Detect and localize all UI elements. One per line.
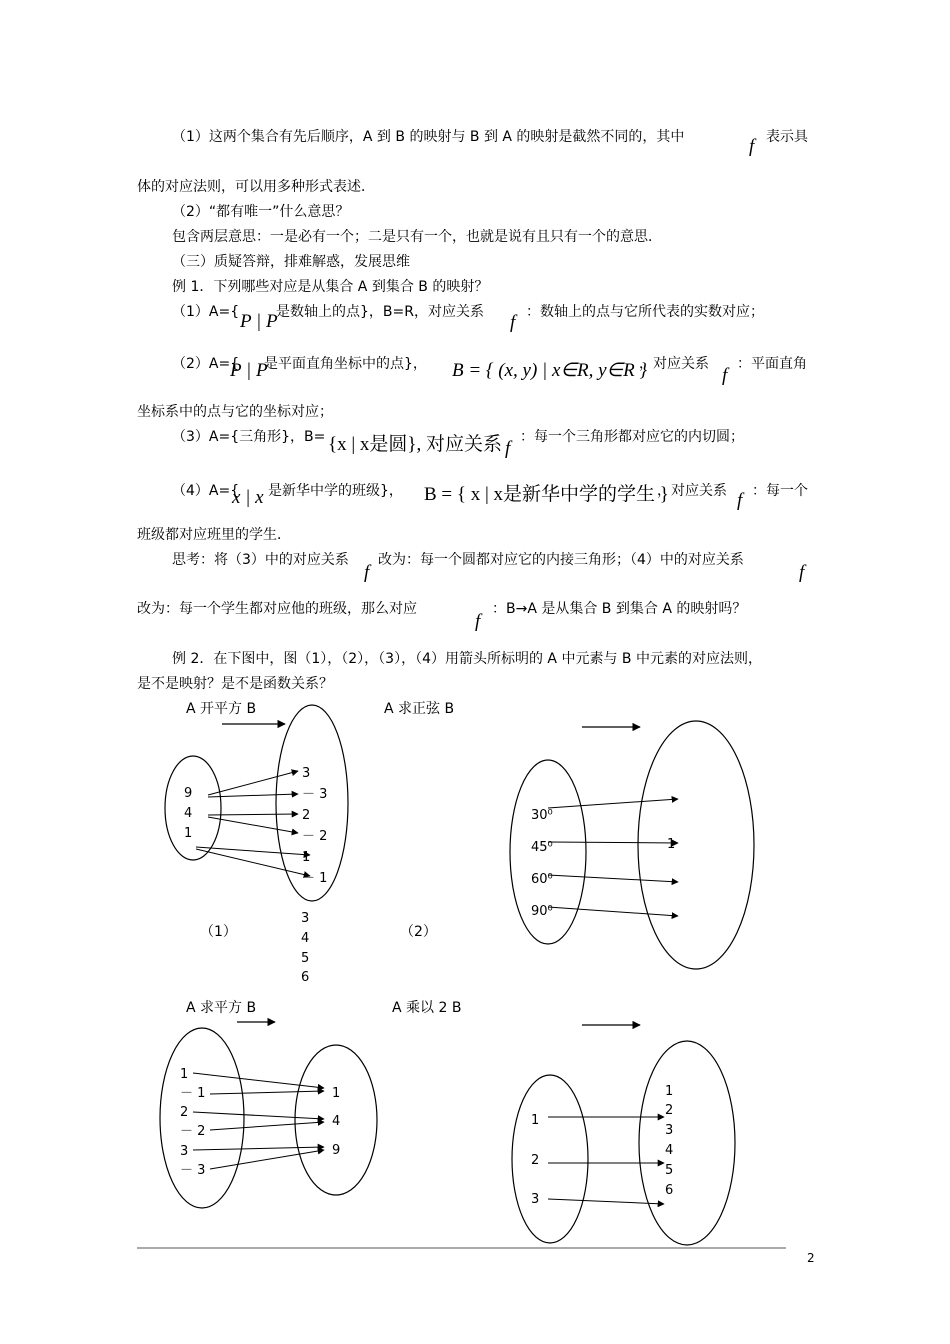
diagram-3-set-A	[160, 1028, 244, 1208]
diagram-1-b-element: － 2	[302, 829, 328, 844]
note-1-text: （1）这两个集合有先后顺序，A 到 B 的映射与 B 到 A 的映射是截然不同的，其中	[172, 129, 685, 145]
item-4-set-B: B = { x | x是新华中学的学生 }	[424, 484, 669, 505]
diagram-3-b-element: 4	[332, 1114, 341, 1129]
item-4-continuation: 班级都对应班里的学生．	[137, 527, 291, 543]
diagram-2-a-element: 30⁰	[531, 808, 553, 823]
diagram-2-a-element: 45⁰	[531, 840, 553, 855]
math-f: f	[475, 611, 481, 632]
diagram-3-b-element: 9	[332, 1143, 341, 1158]
diagram-4-a-element: 2	[531, 1153, 540, 1168]
diagram-4-set-B	[639, 1041, 735, 1245]
math-f: f	[737, 490, 743, 511]
diagram-4-b-element: 2	[665, 1103, 674, 1118]
diagram-3-a-element: － 1	[180, 1086, 206, 1101]
diagram-4-double	[392, 1000, 735, 1245]
diagram-4-a-element: 1	[531, 1113, 540, 1128]
think-text-4: ：B→A 是从集合 B 到集合 A 的映射吗？	[492, 601, 747, 617]
example-2-title-continuation: 是不是映射？是不是函数关系？	[137, 676, 333, 692]
stray-number-column	[301, 911, 309, 985]
diagram-3-a-element: － 3	[180, 1163, 206, 1178]
diagram-2-sine	[384, 700, 754, 969]
diagram-3-a-element: 1	[180, 1067, 189, 1082]
item-2-continuation: 坐标系中的点与它的坐标对应；	[137, 404, 333, 420]
item-1-text: 是数轴上的点}，B=R，对应关系	[276, 304, 484, 320]
example-1-title: 例 1．下列哪些对应是从集合 A 到集合 B 的映射？	[172, 279, 489, 295]
item-1-set-notation: P | P	[240, 311, 278, 332]
diagram-4-b-element: 1	[665, 1084, 674, 1099]
diagram-2-set-B	[638, 721, 754, 969]
diagram-1-square-root	[165, 701, 348, 940]
diagram-4-set-A	[512, 1075, 588, 1243]
item-3-set-notation: {x | x是圆}, 对应关系	[328, 434, 503, 455]
math-f: f	[799, 562, 805, 583]
item-2-prefix: （2）A={	[172, 356, 240, 372]
think-text: 思考：将（3）中的对应关系	[172, 552, 349, 568]
math-f: f	[510, 312, 516, 333]
math-f: f	[505, 438, 511, 459]
note-2-question: （2）“都有唯一”什么意思？	[172, 204, 350, 220]
stray-number: 4	[301, 931, 310, 946]
stray-number: 3	[301, 911, 310, 926]
diagram-3-header: A 求平方 B	[186, 1000, 257, 1016]
diagram-2-b-element: 1	[667, 837, 676, 852]
note-1-text-end: 表示具	[766, 129, 808, 145]
page-number: 2	[807, 1251, 815, 1265]
diagram-4-header: A 乘以 2 B	[392, 1000, 462, 1016]
diagram-2-a-element: 90⁰	[531, 904, 553, 919]
diagram-1-b-element: 1	[302, 850, 311, 865]
diagram-1-a-element: 1	[184, 826, 193, 841]
diagram-1-set-A	[165, 756, 221, 860]
diagram-3-square	[160, 999, 377, 1208]
diagram-1-header: A 开平方 B	[186, 701, 257, 717]
think-text-3: 改为：每一个学生都对应他的班级，那么对应	[137, 601, 417, 617]
note-2-answer: 包含两层意思：一是必有一个；二是只有一个，也就是说有且只有一个的意思．	[172, 229, 662, 245]
item-4-set-notation: x | x	[232, 487, 264, 508]
stray-number: 5	[301, 951, 310, 966]
example-2-title: 例 2．在下图中，图（1），（2），（3），（4）用箭头所标明的 A 中元素与 B 中元素的对应法则，	[172, 651, 762, 667]
diagram-4-b-element: 4	[665, 1143, 674, 1158]
diagram-1-a-element: 9	[184, 786, 193, 801]
diagram-4-b-element: 6	[665, 1183, 674, 1198]
item-2-set-B: B = { (x, y) | x∈R, y∈R }	[452, 360, 648, 381]
item-4-relation: ：每一个	[752, 483, 808, 499]
item-1-relation: ：数轴上的点与它所代表的实数对应；	[526, 304, 764, 320]
diagram-3-a-element: － 2	[180, 1124, 206, 1139]
diagram-1-caption: （1）	[200, 924, 237, 940]
item-4-prefix: （4）A={	[172, 483, 240, 499]
diagram-4-b-element: 5	[665, 1163, 674, 1178]
item-4-relation-label: ，对应关系	[657, 483, 727, 499]
diagram-1-b-element: － 3	[302, 787, 328, 802]
diagram-4-a-element: 3	[531, 1192, 540, 1207]
diagram-3-b-element: 1	[332, 1086, 341, 1101]
math-f: f	[749, 136, 755, 157]
diagram-2-caption: （2）	[400, 924, 437, 940]
item-4-text: 是新华中学的班级}，	[268, 483, 403, 499]
think-text-2: 改为：每一个圆都对应它的内接三角形；（4）中的对应关系	[378, 552, 744, 568]
item-3-relation: ：每一个三角形都对应它的内切圆；	[520, 429, 744, 445]
item-3-prefix: （3）A={三角形}，B=	[172, 429, 326, 445]
diagram-3-a-element: 3	[180, 1144, 189, 1159]
item-2-relation-label: ，对应关系	[639, 356, 709, 372]
diagram-4-b-element: 3	[665, 1123, 674, 1138]
diagram-1-b-element: － 1	[302, 871, 328, 886]
diagram-2-a-element: 60⁰	[531, 872, 553, 887]
diagram-1-b-element: 2	[302, 808, 311, 823]
item-2-relation: ：平面直角	[737, 356, 807, 372]
section-heading: （三）质疑答辩，排难解惑，发展思维	[172, 254, 410, 270]
note-1-continuation: 体的对应法则，可以用多种形式表述．	[137, 179, 375, 195]
math-f: f	[364, 562, 370, 583]
item-1-prefix: （1）A={	[172, 304, 240, 320]
diagram-3-a-element: 2	[180, 1105, 189, 1120]
math-f: f	[722, 365, 728, 386]
stray-number: 6	[301, 970, 310, 985]
diagram-1-a-element: 4	[184, 806, 193, 821]
diagram-1-b-element: 3	[302, 766, 311, 781]
item-2-set-notation: P | P	[230, 360, 268, 381]
diagram-2-header: A 求正弦 B	[384, 701, 455, 717]
item-2-text: 是平面直角坐标中的点}，	[264, 356, 427, 372]
